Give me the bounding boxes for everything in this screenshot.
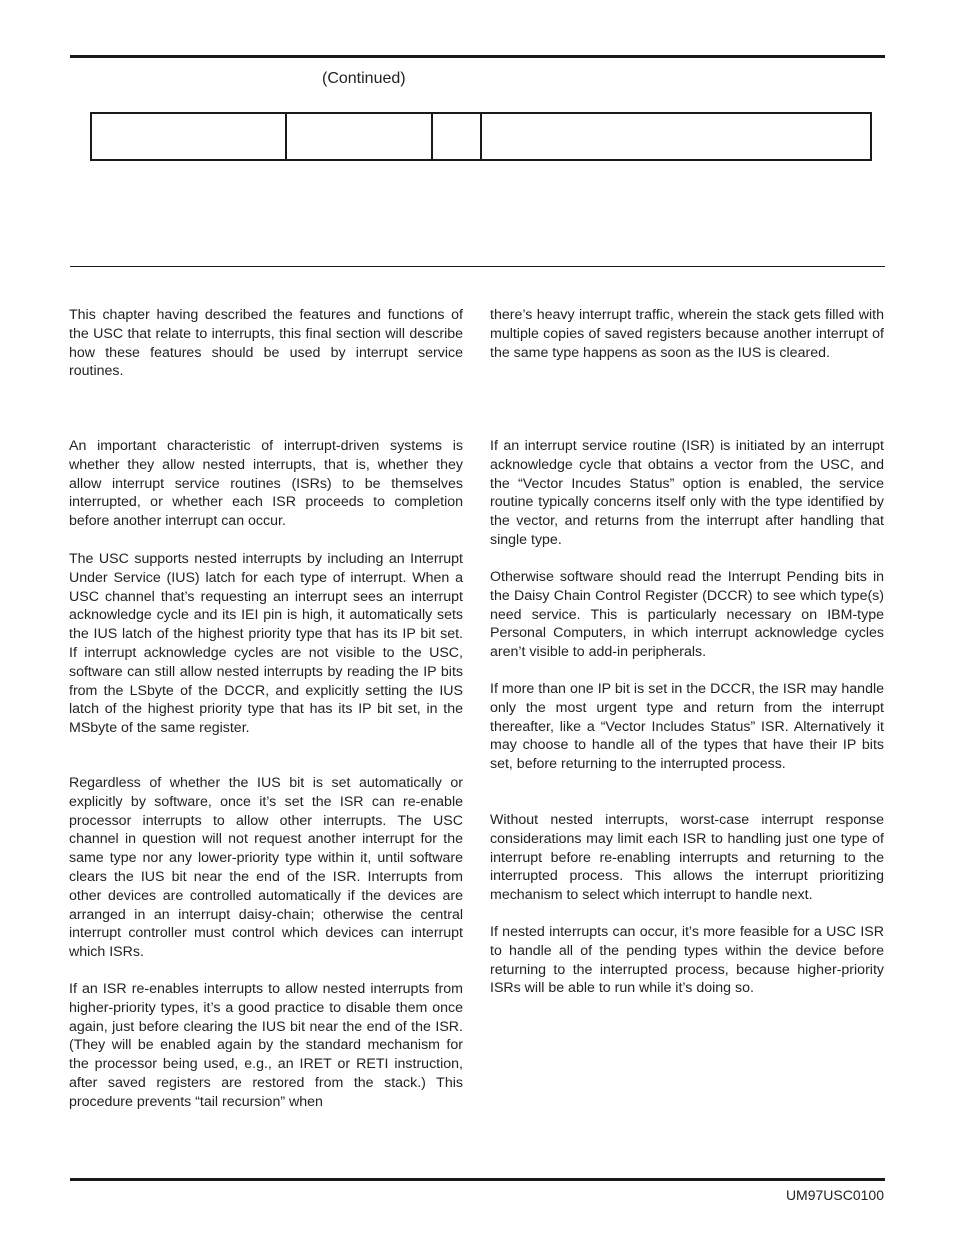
paragraph: If more than one IP bit is set in the DCCR, the ISR may handle only the most urgent type and return from the interrupt thereafter, like a “Vector Includes Status” ISR. Alternatively it may choose to handle all of the types that have their IP bits set, before returning to the interrupted process. — [490, 681, 884, 773]
table-cell — [482, 114, 870, 159]
section-rule — [70, 266, 885, 267]
paragraph: If an interrupt service routine (ISR) is initiated by an interrupt acknowledge cycle that obtains a vector from the USC, and the “Vector Incudes Status” option is enabled, the service routine typically concerns itself only with the type identified by the vector, and returns from the interrupt after handling that single type. — [490, 438, 884, 548]
paragraph: The USC supports nested interrupts by including an Interrupt Under Service (IUS) latch for each type of interrupt. When a USC channel that’s requesting an interrupt sees an interrupt acknowledge cycle and its IEI pin is high, it automatically sets the IUS latch of the highest priority type that has its IP bit set. If interrupt acknowledge cycles are not visible to the USC, software can still allow nested interrupts by reading the IP bits from the LSbyte of the DCCR, and explicitly setting the IUS latch of the highest priority type that has its IP bit set, in the MSbyte of the same register. — [69, 551, 463, 737]
paragraph: Regardless of whether the IUS bit is set automatically or explicitly by software, once it’s set the ISR can re-enable processor interrupts to allow other interrupts. The USC channel in question will not request another interrupt for the same type nor any lower-priority type within it, until software clears the IUS bit near the end of the ISR. Interrupts from other devices are controlled automatically if the devices are arranged in an interrupt daisy-chain; otherwise the central interrupt controller must control which devices can interrupt which ISRs. — [69, 775, 463, 961]
table-cell — [92, 114, 287, 159]
document-id: UM97USC0100 — [785, 1187, 884, 1203]
footer-rule — [70, 1178, 885, 1181]
table-cell — [433, 114, 482, 159]
right-intro — [490, 306, 884, 362]
left-intro — [69, 306, 463, 381]
paragraph: An important characteristic of interrupt-driven systems is whether they allow nested interrupts, that is, whether they allow interrupt service routines (ISRs) to be themselves interrupted, or whether each ISR proceeds to completion before another interrupt can occur. — [69, 438, 463, 530]
continued-table — [90, 112, 872, 161]
paragraph: Without nested interrupts, worst-case interrupt response considerations may limit each ISR to handling just one type of interrupt before re-enabling interrupts and returning to the interrupted process. This allows the interrupt prioritizing mechanism to select which interrupt to handle next. — [490, 812, 884, 904]
paragraph: If nested interrupts can occur, it’s more feasible for a USC ISR to handle all of the pending types within the device before returning to the interrupted process, because higher-priority ISRs will be able to run while it’s doing so. — [490, 924, 884, 997]
paragraph: If an ISR re-enables interrupts to allow nested interrupts from higher-priority types, it’s a good practice to disable them once again, just before clearing the IUS bit near the end of the ISR. (They will be enabled again by the standard mechanism for the processor being used, e.g., an IRET or RETI instruction, after saved registers are restored from the stack.) This procedure prevents “tail recursion” when — [69, 981, 463, 1110]
paragraph: This chapter having described the features and functions of the USC that relate to interrupts, this final section will describe how these features should be used by interrupt service routines. — [69, 307, 463, 380]
table-cell — [287, 114, 433, 159]
paragraph: Otherwise software should read the Interrupt Pending bits in the Daisy Chain Control Register (DCCR) to see which type(s) need service. This is particularly necessary on IBM-type Personal Computers, in which interrupt acknowledge cycles aren’t visible to add-in peripherals. — [490, 569, 884, 661]
table-caption: (Continued) — [322, 70, 406, 87]
header-rule — [70, 55, 885, 58]
paragraph: there’s heavy interrupt traffic, wherein the stack gets filled with multiple copies of saved registers because another interrupt of the same type happens as soon as the IUS is cleared. — [490, 307, 884, 361]
